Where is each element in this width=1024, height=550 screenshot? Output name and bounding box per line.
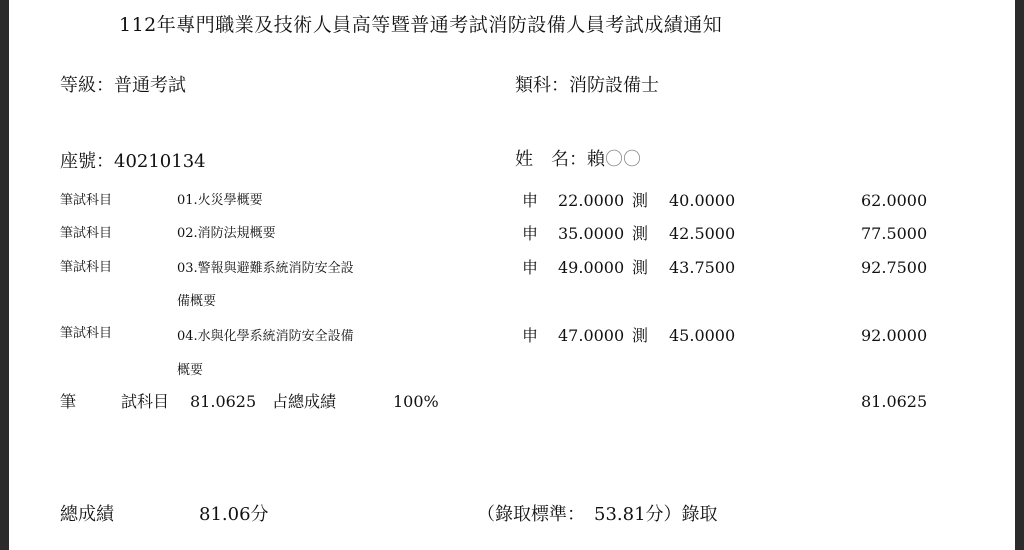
final-score-label: 總成績 bbox=[60, 504, 114, 525]
category-field bbox=[515, 77, 659, 95]
shen-marker: 申 bbox=[522, 326, 539, 345]
written-summary-score: 81.0625 bbox=[190, 392, 257, 411]
shen-score: 47.0000 bbox=[558, 326, 625, 345]
document-title: 112年專門職業及技術人員高等暨普通考試消防設備人員考試成績通知 bbox=[119, 14, 723, 36]
ce-marker: 測 bbox=[632, 224, 649, 243]
category-label: 類科： bbox=[515, 75, 569, 96]
subject-name: 04.水與化學系統消防安全設備 bbox=[177, 329, 354, 344]
final-score-value: 81.06分 bbox=[199, 504, 269, 525]
seat-label: 座號： bbox=[60, 151, 114, 172]
ce-marker: 測 bbox=[632, 326, 649, 345]
subject-total: 92.0000 bbox=[861, 326, 928, 345]
ce-marker: 測 bbox=[632, 191, 649, 210]
written-summary-label-b: 試科目 bbox=[121, 392, 170, 411]
shen-score: 49.0000 bbox=[558, 258, 625, 277]
ce-score: 42.5000 bbox=[669, 224, 736, 243]
score-notice-document bbox=[9, 0, 1015, 550]
share-label: 占總成績 bbox=[272, 392, 337, 411]
share-percent: 100% bbox=[393, 392, 439, 411]
name-field bbox=[515, 151, 641, 169]
subject-total: 92.7500 bbox=[861, 258, 928, 277]
level-field bbox=[60, 77, 186, 95]
seat-value: 40210134 bbox=[114, 151, 206, 172]
admission-standard: （錄取標準： 53.81分）錄取 bbox=[477, 504, 718, 525]
subject-label: 筆試科目 bbox=[60, 326, 113, 341]
level-value: 普通考試 bbox=[114, 75, 186, 96]
written-summary-total: 81.0625 bbox=[861, 392, 928, 411]
subject-name-cont: 概要 bbox=[177, 363, 204, 378]
written-summary-label-a: 筆 bbox=[60, 392, 77, 411]
subject-name: 03.警報與避難系統消防安全設 bbox=[177, 261, 354, 276]
ce-score: 43.7500 bbox=[669, 258, 736, 277]
shen-score: 22.0000 bbox=[558, 191, 625, 210]
name-label: 姓 名： bbox=[515, 149, 587, 170]
subject-label: 筆試科目 bbox=[60, 193, 113, 208]
subject-total: 77.5000 bbox=[861, 224, 928, 243]
name-value: 賴 bbox=[587, 149, 605, 170]
subject-name-cont: 備概要 bbox=[177, 294, 217, 309]
shen-marker: 申 bbox=[522, 191, 539, 210]
category-value: 消防設備士 bbox=[569, 75, 659, 96]
ce-marker: 測 bbox=[632, 258, 649, 277]
ce-score: 45.0000 bbox=[669, 326, 736, 345]
name-masked: 〇〇 bbox=[605, 149, 641, 170]
seat-field bbox=[60, 153, 206, 171]
subject-name: 01.火災學概要 bbox=[177, 193, 263, 208]
subject-label: 筆試科目 bbox=[60, 260, 113, 275]
level-label: 等級： bbox=[60, 75, 114, 96]
subject-label: 筆試科目 bbox=[60, 226, 113, 241]
shen-score: 35.0000 bbox=[558, 224, 625, 243]
subject-total: 62.0000 bbox=[861, 191, 928, 210]
subject-name: 02.消防法規概要 bbox=[177, 226, 276, 241]
ce-score: 40.0000 bbox=[669, 191, 736, 210]
shen-marker: 申 bbox=[522, 258, 539, 277]
shen-marker: 申 bbox=[522, 224, 539, 243]
